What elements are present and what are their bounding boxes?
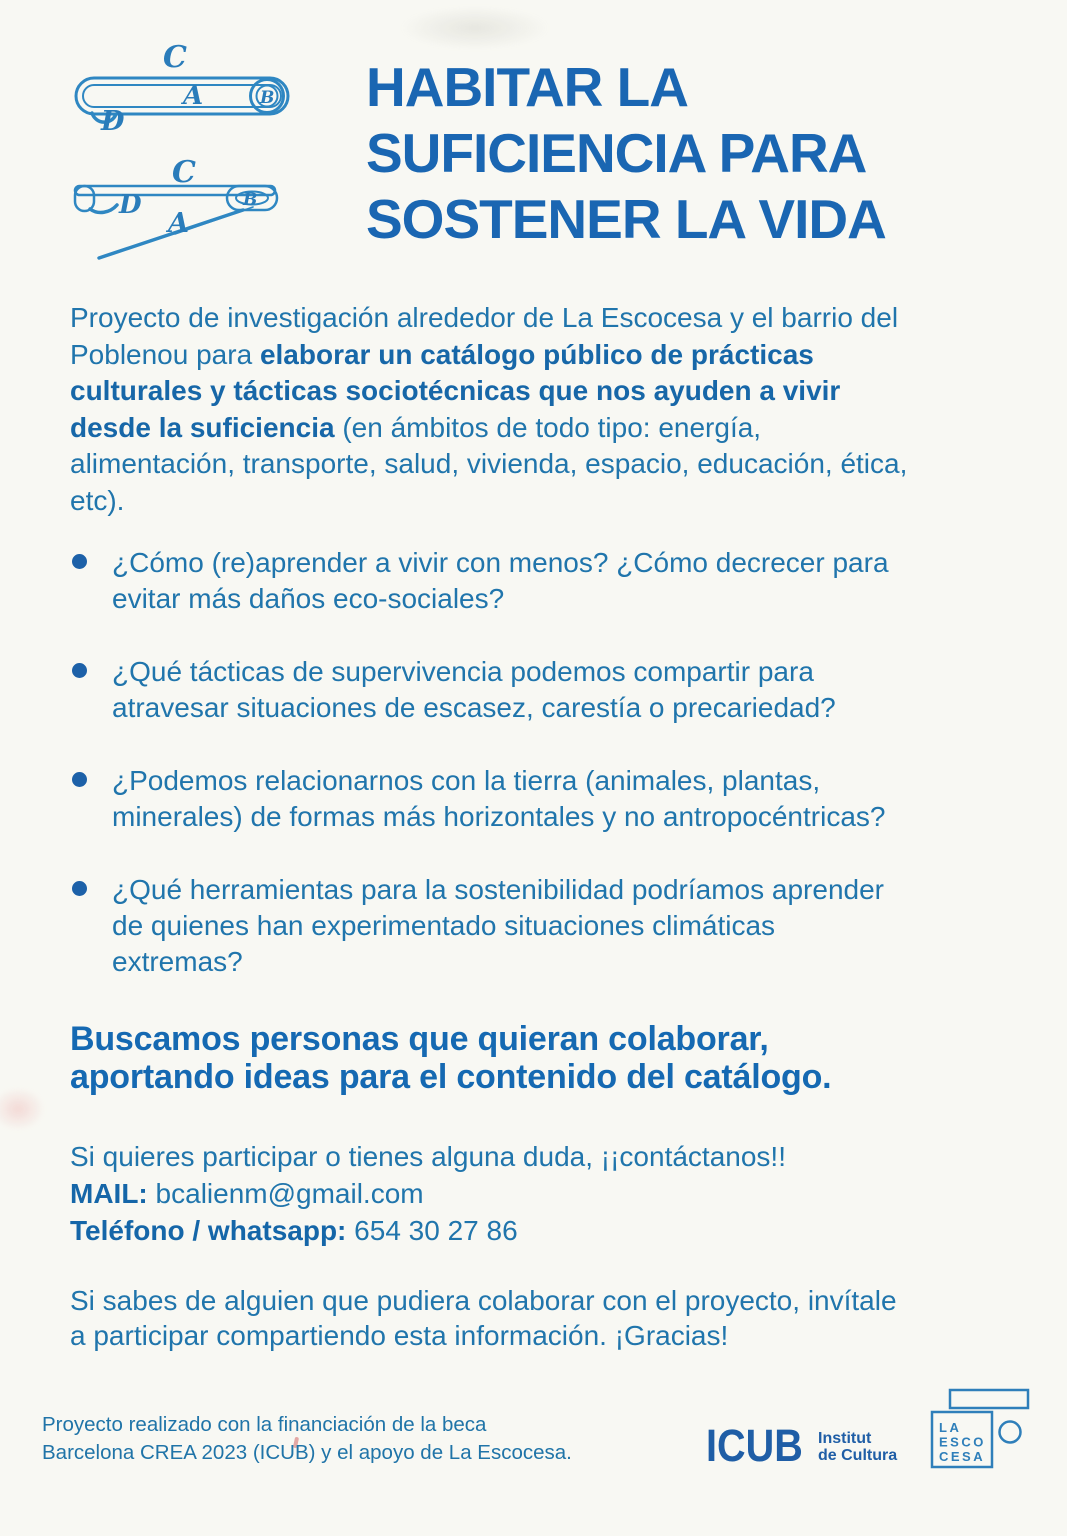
pin2-label-a: A	[168, 208, 189, 239]
footer-credit: Proyecto realizado con la financiación de la beca Barcelona CREA 2023 (ICUB) y el apoyo de La Escocesa.	[42, 1413, 572, 1464]
phone-number: 654 30 27 86	[354, 1215, 518, 1246]
question-text: ¿Podemos relacionarnos con la tierra (animales, plantas, minerales) de formas más horizontales y no antropocéntricas?	[112, 765, 886, 832]
contact-mail-row	[70, 1175, 1030, 1212]
question-text: ¿Cómo (re)aprender a vivir con menos? ¿Cómo decrecer para evitar más daños eco-sociales?	[112, 547, 889, 614]
question-text: ¿Qué tácticas de supervivencia podemos compartir para atravesar situaciones de escasez, carestía o precariedad?	[112, 656, 836, 723]
bullet-icon	[72, 881, 87, 896]
question-item	[70, 763, 1020, 835]
question-item	[70, 872, 1020, 980]
call-to-action: Buscamos personas que quieran colaborar, aportando ideas para el contenido del catálogo.	[70, 1020, 832, 1096]
pin-part-labels	[100, 40, 274, 239]
escocesa-line2: ESCO	[939, 1434, 986, 1450]
contact-phone-row	[70, 1212, 1030, 1249]
pin2-label-b: B	[243, 190, 258, 210]
bullet-icon	[72, 772, 87, 787]
bullet-icon	[72, 554, 87, 569]
intro-paragraph: Proyecto de investigación alrededor de La Escocesa y el barrio del Poblenou para elaborar un catálogo público de prácticas culturales y tácticas sociotécnicas que nos ayuden a vivir desde la suficiencia (en ámbitos de todo tipo: energía, alimentación, transporte, salud, vivienda, espacio, educación, ética, etc).	[70, 302, 908, 516]
bullet-icon	[72, 663, 87, 678]
question-item	[70, 545, 1020, 617]
pin2-label-c: C	[172, 155, 196, 190]
icub-logo	[706, 1420, 898, 1471]
safety-pins-illustration	[55, 40, 305, 270]
scan-smudge-pink	[0, 1088, 44, 1130]
mail-label: MAIL:	[70, 1178, 148, 1209]
escocesa-line1: LA	[939, 1420, 962, 1435]
question-item	[70, 654, 1020, 726]
mail-address: bcalienm@gmail.com	[155, 1178, 424, 1209]
escocesa-line3: CESA	[939, 1449, 986, 1464]
pin1-label-b: B	[260, 88, 275, 108]
la-escocesa-logo	[925, 1372, 1045, 1484]
phone-label: Teléfono / whatsapp:	[70, 1215, 347, 1246]
contact-intro: Si quieres participar o tienes alguna duda, ¡¡contáctanos!!	[70, 1141, 786, 1172]
icub-acronym: ICUB	[706, 1420, 803, 1471]
la-escocesa-wordmark	[939, 1420, 986, 1464]
share-note: Si sabes de alguien que pudiera colaborar con el proyecto, invítale a participar compartiendo esta información. ¡Gracias!	[70, 1285, 897, 1351]
pin1-label-d: D	[101, 106, 125, 137]
pin1-label-c: C	[163, 40, 187, 75]
questions-list	[70, 545, 1020, 1017]
contact-block	[70, 1138, 1030, 1249]
scan-smudge-pencil	[400, 6, 550, 50]
pin2-label-d: D	[119, 190, 142, 220]
pin1-label-a: A	[183, 81, 204, 111]
icub-subtitle-line2: de Cultura	[818, 1446, 898, 1464]
icub-subtitle	[818, 1431, 897, 1466]
question-text: ¿Qué herramientas para la sostenibilidad podríamos aprender de quienes han experimentado situaciones climáticas extremas?	[112, 874, 884, 977]
icub-subtitle-line1: Institut	[818, 1430, 872, 1447]
page-title: HABITAR LA SUFICIENCIA PARA SOSTENER LA VIDA	[366, 56, 886, 250]
